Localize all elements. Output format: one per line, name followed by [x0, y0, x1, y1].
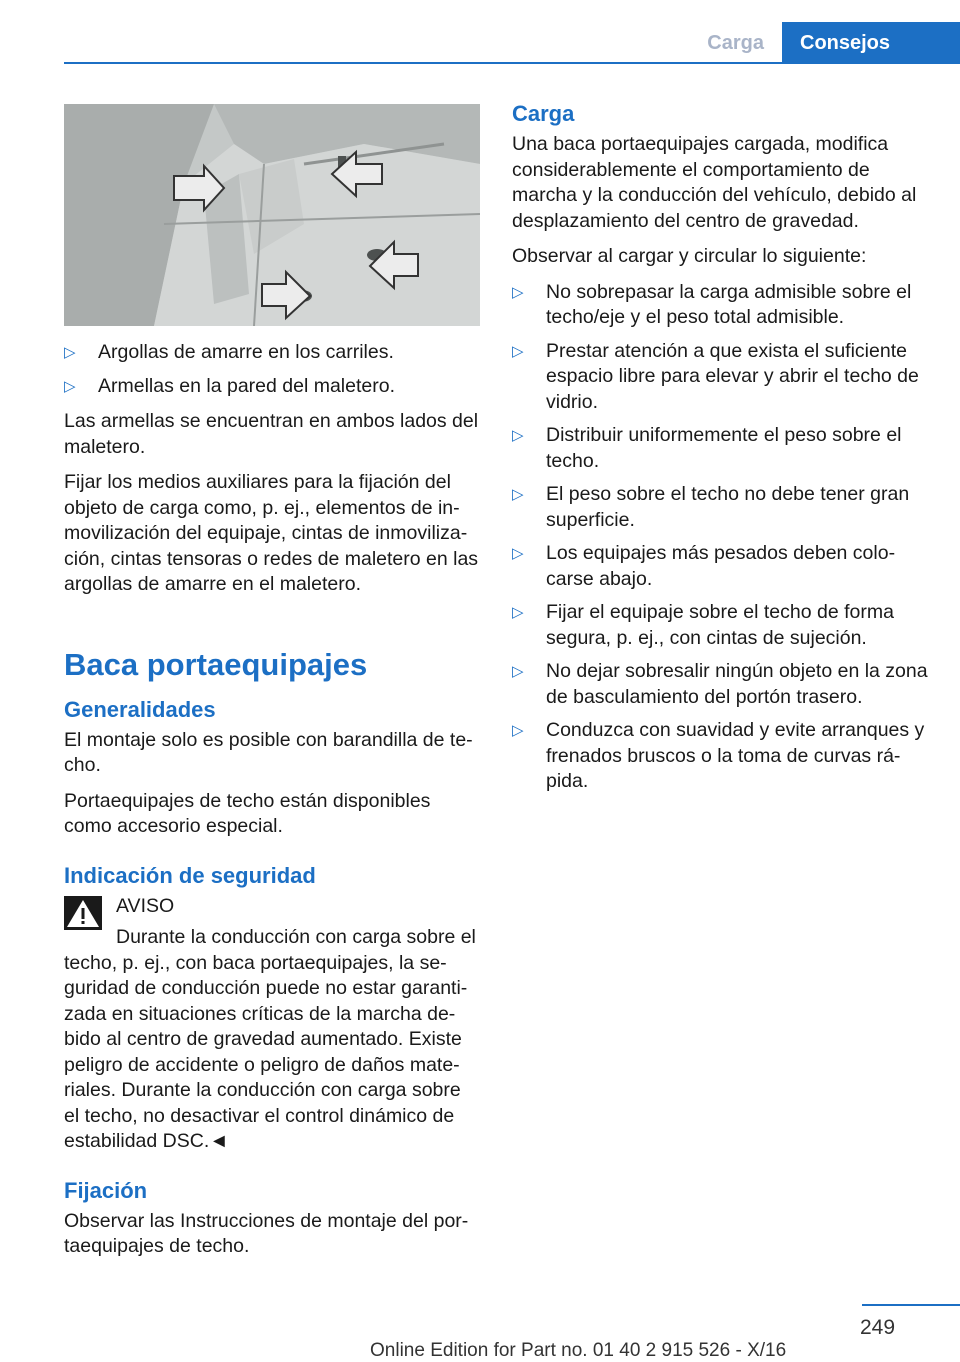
paragraph: El montaje solo es posible con barandilla de te‐cho. — [64, 728, 473, 776]
list-item: ▷ Los equipajes más pesados deben colo‐carse abajo. — [512, 542, 896, 590]
triangle-bullet-icon: ▷ — [512, 722, 524, 739]
warning-label: AVISO — [116, 894, 175, 917]
section-title: Baca portaequipajes — [64, 646, 368, 682]
paragraph: Portaequipajes de techo están disponibles como accesorio especial. — [64, 789, 431, 837]
triangle-bullet-icon: ▷ — [512, 342, 524, 360]
page-number: 249 — [860, 1316, 896, 1339]
load-rules-list — [512, 280, 932, 795]
list-item: ▷ Conduzca con suavidad y evite arranques y frenados bruscos o la toma de curvas rá‐pida. — [512, 719, 925, 792]
triangle-bullet-icon: ▷ — [512, 545, 524, 562]
paragraph: Las armellas se encuentran en ambos lados del maletero. — [64, 410, 479, 458]
chapter-tabs — [689, 22, 960, 62]
list-item: ▷ No sobrepasar la carga admisible sobre el techo/eje y el peso total admisible. — [512, 280, 912, 328]
list-item: ▷ El peso sobre el techo no debe tener gran superficie. — [512, 483, 910, 531]
tab-carga[interactable]: Carga — [707, 32, 764, 54]
list-item: ▷ Armellas en la pared del maletero. — [64, 374, 480, 400]
triangle-bullet-icon: ▷ — [512, 604, 524, 621]
subsection-title: Fijación — [64, 1177, 148, 1203]
paragraph: Una baca portaequipajes cargada, modifica considerablemente el comportamiento de marcha y la conducción del vehículo, debido al desplazamiento del centro de gravedad. — [512, 133, 917, 232]
list-item: ▷ Fijar el equipaje sobre el techo de forma segura, p. ej., con cintas de sujeción. — [512, 601, 894, 649]
triangle-bullet-icon: ▷ — [512, 486, 524, 503]
triangle-bullet-icon: ▷ — [64, 377, 76, 395]
list-item: ▷ Prestar atención a que exista el suficiente espacio libre para elevar y abrir el techo de vidrio. — [512, 339, 919, 413]
right-column — [512, 100, 932, 805]
paragraph: Observar al cargar y circular lo siguiente: — [512, 245, 867, 267]
paragraph: Observar las Instrucciones de montaje del por‐taequipajes de techo. — [64, 1209, 469, 1257]
anchor-list — [64, 340, 480, 399]
warning-block — [64, 894, 480, 1155]
warning-triangle-icon — [64, 896, 102, 930]
list-item: ▷ No dejar sobresalir ningún objeto en la zona de basculamiento del portón trasero. — [512, 660, 928, 708]
triangle-bullet-icon: ▷ — [64, 344, 76, 361]
left-column — [64, 104, 480, 1270]
header-rule — [64, 62, 960, 64]
subsection-title: Generalidades — [64, 696, 216, 722]
edition-footer: Online Edition for Part no. 01 40 2 915 526 - X/16 — [370, 1340, 787, 1361]
warning-text: Durante la conducción con carga sobre el techo, p. ej., con baca portaequipajes, la se‐guridad de conducción puede no estar garanti‐zada en situaciones críticas de la marcha de‐bido al centro de gravedad aumentado. Existe peligro de accidente o peligro de daños mate‐riales. Durante la conducción con carga sobre el techo, no desactivar el control dinámico de estabilidad DSC.◄ — [64, 926, 476, 1152]
triangle-bullet-icon: ▷ — [512, 283, 524, 301]
triangle-bullet-icon: ▷ — [512, 663, 524, 680]
list-item: ▷ Distribuir uniformemente el peso sobre el techo. — [512, 424, 902, 472]
subsection-title: Carga — [512, 101, 575, 126]
paragraph: Fijar los medios auxiliares para la fijación del objeto de carga como, p. ej., elementos de in‐movilización del equipaje, cintas de inmoviliza‐ción, cintas tensoras o redes de maletero en las argollas de amarre en el maletero. — [64, 471, 479, 595]
footer-rule — [862, 1304, 960, 1306]
cargo-area-illustration — [64, 104, 480, 326]
tab-consejos[interactable]: Consejos — [782, 22, 960, 62]
triangle-bullet-icon: ▷ — [512, 427, 524, 444]
list-item: ▷ Argollas de amarre en los carriles. — [64, 340, 480, 366]
subsection-title: Indicación de seguridad — [64, 862, 316, 888]
